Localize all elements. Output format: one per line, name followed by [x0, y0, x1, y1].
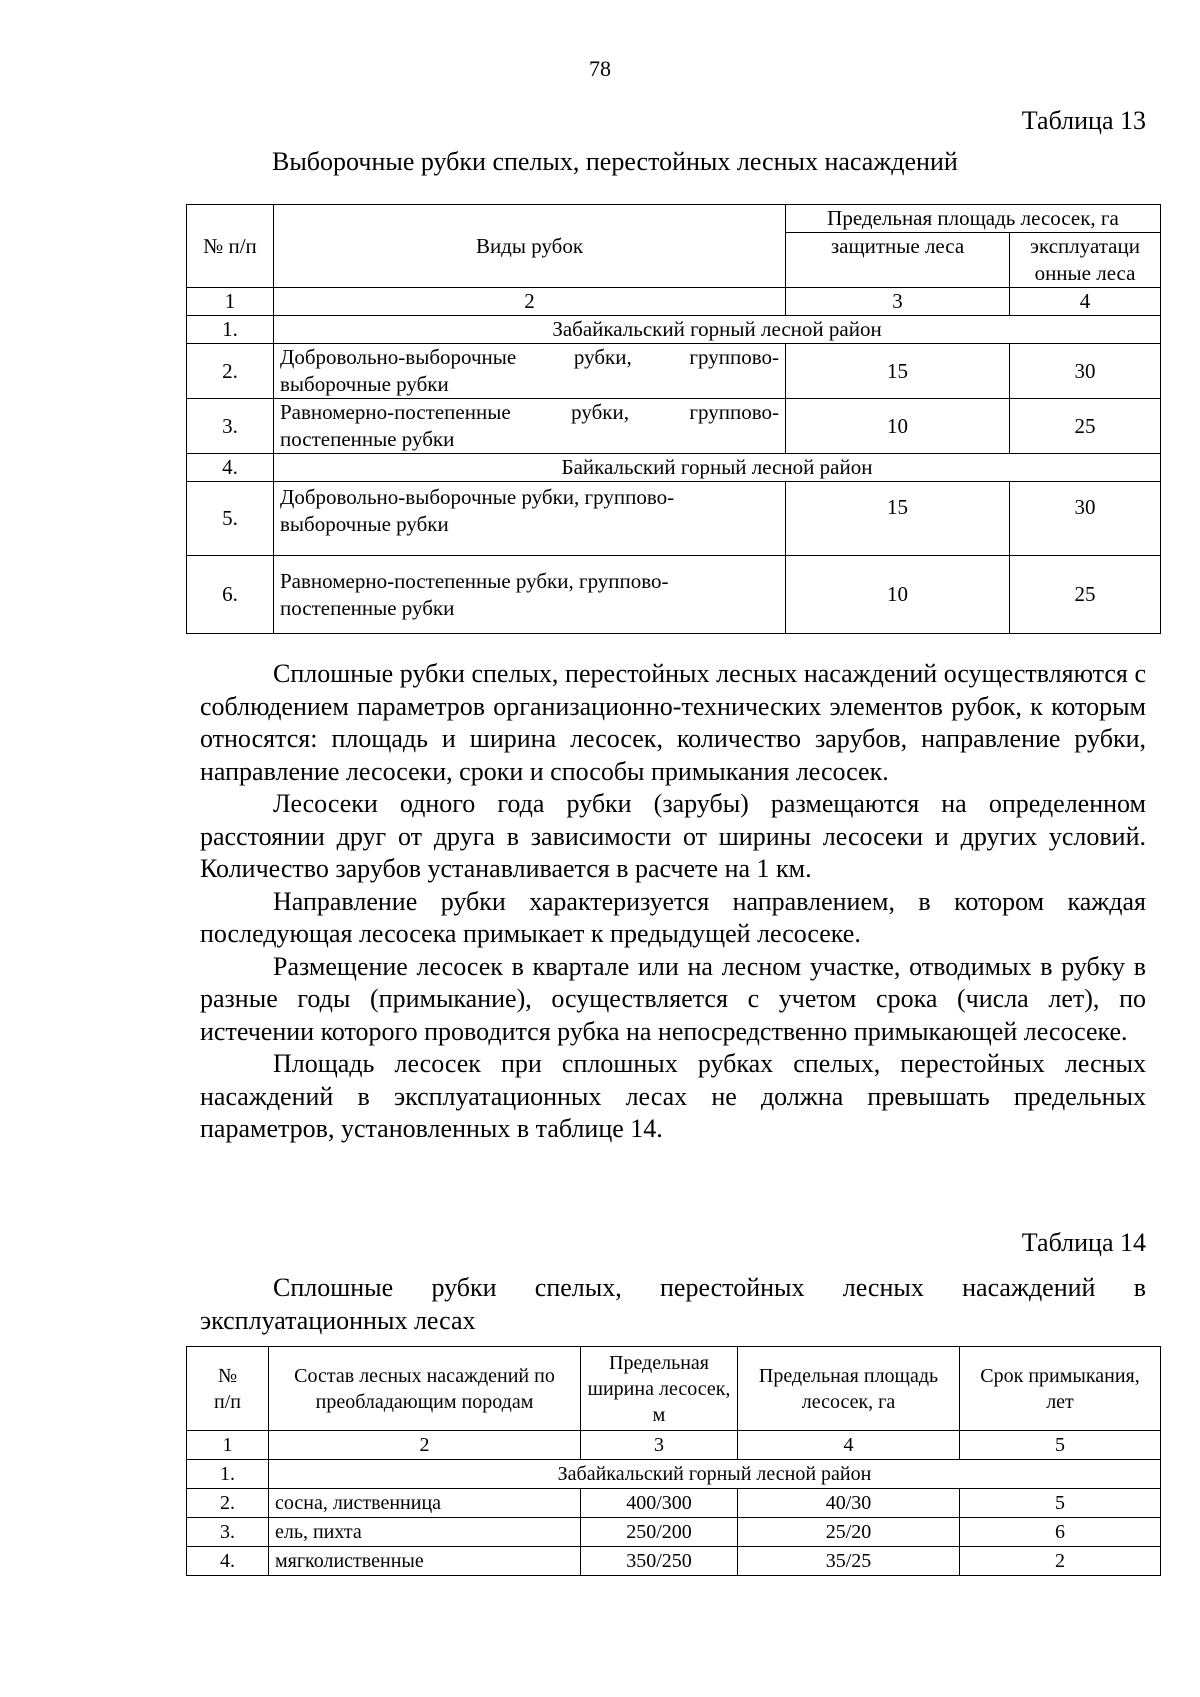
row-number: 6.: [187, 556, 274, 634]
cutting-type: Равномерно-постепенные рубки, группово-постепенные рубки: [274, 399, 786, 454]
section-heading: Байкальский горный лесной район: [274, 454, 1161, 482]
row-number: 4.: [187, 1547, 269, 1576]
paragraph: Площадь лесосек при сплошных рубках спелых, перестойных лесных насаждений в эксплуатационных лесах не должна превышать предельных параметров, установленных в таблице 14.: [200, 1049, 1146, 1143]
table14-colnum: 5: [960, 1431, 1161, 1460]
section-heading: Забайкальский горный лесной район: [269, 1460, 1161, 1489]
row-number: 1.: [187, 1460, 269, 1489]
table-row: [187, 482, 1161, 556]
species: ель, пихта: [269, 1518, 581, 1547]
exploitation-value: 25: [1010, 556, 1161, 634]
table13-title: Выборочные рубки спелых, перестойных лесных насаждений: [272, 147, 958, 176]
exploitation-value: 30: [1010, 344, 1161, 399]
table13-colnum: 4: [1010, 288, 1161, 316]
row-number: 2.: [187, 1489, 269, 1518]
exploitation-value: 25: [1010, 399, 1161, 454]
table14-colnum: 4: [738, 1431, 960, 1460]
table-row: [187, 1518, 1161, 1547]
table-row: [187, 556, 1161, 634]
table14-header-adjacency: Срок примыкания, лет: [960, 1347, 1161, 1431]
species: сосна, лиственница: [269, 1489, 581, 1518]
table13-header-types: Виды рубок: [274, 205, 786, 288]
term-value: 5: [960, 1489, 1161, 1518]
area-value: 25/20: [738, 1518, 960, 1547]
table13-header-limit-area: Предельная площадь лесосек, га: [786, 205, 1161, 233]
table14-caption: Таблица 14: [1021, 1228, 1146, 1257]
table13-colnum: 3: [786, 288, 1010, 316]
table13-header-exploitation: эксплуатаци онные леса: [1010, 233, 1161, 288]
table-row: [187, 1547, 1161, 1576]
table13-colnum: 2: [274, 288, 786, 316]
table-row: [187, 344, 1161, 399]
table-row: [187, 1460, 1161, 1489]
term-value: 6: [960, 1518, 1161, 1547]
row-number: 1.: [187, 316, 274, 344]
area-value: 40/30: [738, 1489, 960, 1518]
paragraph: Направление рубки характеризуется направлением, в котором каждая последующая лесосека примыкает к предыдущей лесосеке.: [200, 886, 1146, 948]
area-value: 35/25: [738, 1547, 960, 1576]
table13-header-protective: защитные леса: [786, 233, 1010, 288]
cutting-type: Добровольно-выборочные рубки, группово-выборочные рубки: [274, 344, 786, 399]
row-number: 5.: [187, 482, 274, 556]
body-text: [200, 658, 1146, 1146]
row-number: 4.: [187, 454, 274, 482]
table-row: [187, 316, 1161, 344]
cutting-type: Равномерно-постепенные рубки, группово-постепенные рубки: [274, 556, 786, 634]
table13-column-numbers: [187, 288, 1161, 316]
table14-colnum: 2: [269, 1431, 581, 1460]
protective-value: 10: [786, 399, 1010, 454]
row-number: 3.: [187, 1518, 269, 1547]
table-row: [187, 399, 1161, 454]
protective-value: 15: [786, 344, 1010, 399]
table14-title: Сплошные рубки спелых, перестойных лесных насаждений в эксплуатационных лесах: [200, 1273, 1146, 1335]
species: мягколиственные: [269, 1547, 581, 1576]
paragraph: Лесосеки одного года рубки (зарубы) размещаются на определенном расстоянии друг от друга в зависимости от ширины лесосеки и других условий. Количество зарубов устанавливается в расчете на 1 км.: [200, 789, 1146, 883]
width-value: 250/200: [581, 1518, 738, 1547]
table14-header-width: Предельная ширина лесосек, м: [581, 1347, 738, 1431]
width-value: 400/300: [581, 1489, 738, 1518]
term-value: 2: [960, 1547, 1161, 1576]
table13-caption: Таблица 13: [1021, 106, 1146, 135]
table-row: [187, 454, 1161, 482]
table13-header-num: № п/п: [187, 205, 274, 288]
width-value: 350/250: [581, 1547, 738, 1576]
paragraph: Размещение лесосек в квартале или на лесном участке, отводимых в рубку в разные годы (примыкание), осуществляется с учетом срока (числа лет), по истечении которого проводится рубка на непосредственно примыкающей лесосеке.: [200, 951, 1146, 1046]
table14-header-area: Предельная площадь лесосек, га: [738, 1347, 960, 1431]
table14-colnum: 1: [187, 1431, 269, 1460]
protective-value: 10: [786, 556, 1010, 634]
table14-header-composition: Состав лесных насаждений по преобладающим породам: [269, 1347, 581, 1431]
section-heading: Забайкальский горный лесной район: [274, 316, 1161, 344]
cutting-type: Добровольно-выборочные рубки, группово-выборочные рубки: [274, 482, 786, 556]
exploitation-value: 30: [1010, 482, 1161, 556]
page-number: 78: [589, 56, 611, 81]
table13-colnum: 1: [187, 288, 274, 316]
row-number: 3.: [187, 399, 274, 454]
table14: [186, 1346, 1161, 1576]
table13: [186, 204, 1161, 634]
row-number: 2.: [187, 344, 274, 399]
table14-colnum: 3: [581, 1431, 738, 1460]
table-row: [187, 1489, 1161, 1518]
table14-header-num: № п/п: [187, 1347, 269, 1431]
protective-value: 15: [786, 482, 1010, 556]
paragraph: Сплошные рубки спелых, перестойных лесных насаждений осуществляются с соблюдением параметров организационно-технических элементов рубок, к которым относятся: площадь и ширина лесосек, количество зарубов, направление рубки, направление лесосеки, сроки и способы примыкания лесосек.: [200, 659, 1146, 786]
table14-column-numbers: [187, 1431, 1161, 1460]
